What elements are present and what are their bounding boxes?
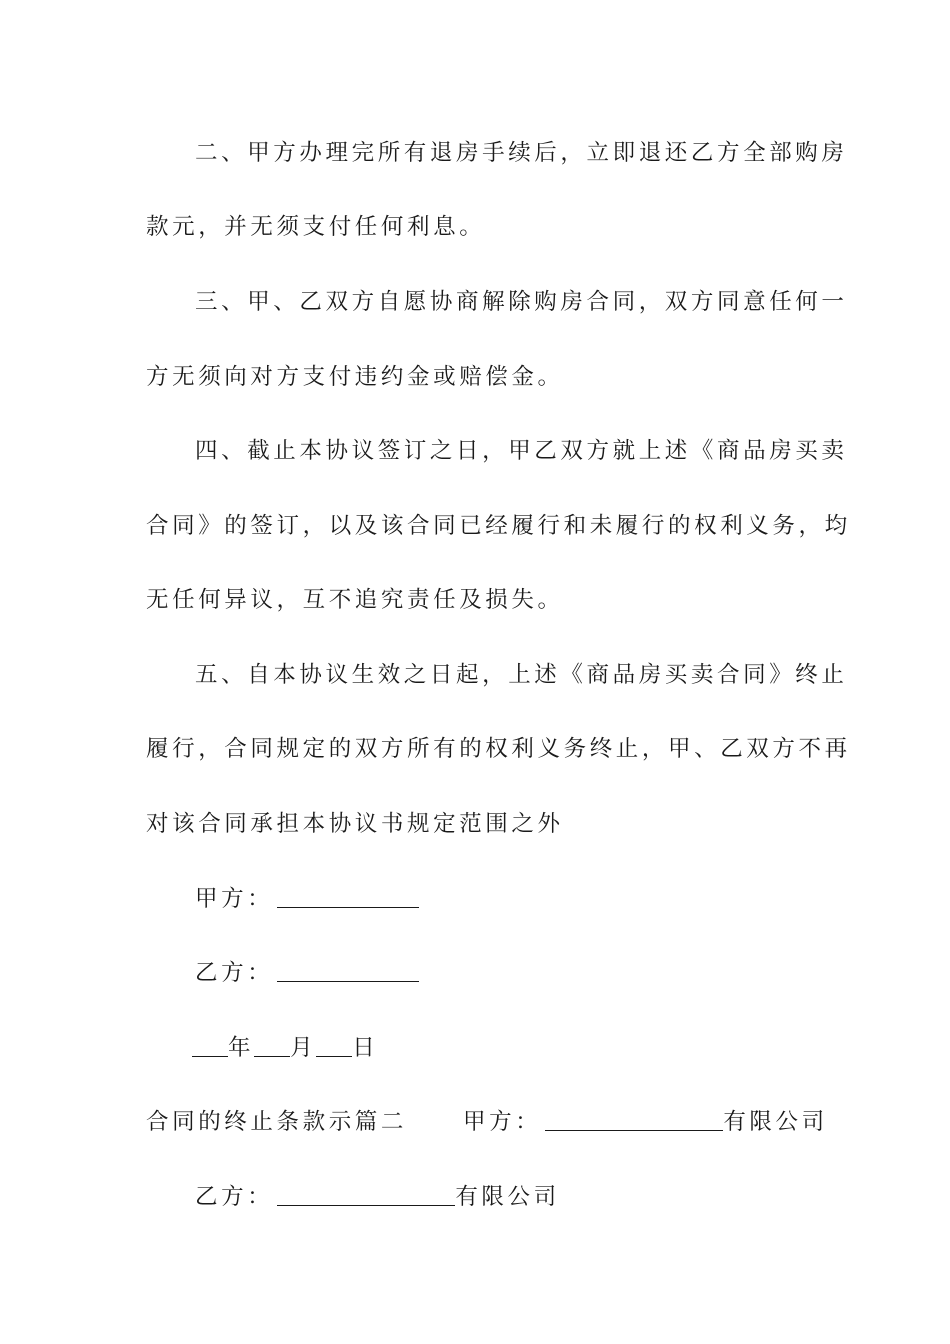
- clause-2-line-1: 二、甲方办理完所有退房手续后，立即退还乙方全部购房: [195, 140, 848, 166]
- party-a-signature-line: [195, 884, 419, 914]
- day-label: 日: [352, 1035, 379, 1061]
- month-blank[interactable]: [254, 1034, 290, 1057]
- section-2-party-b-blank[interactable]: [277, 1183, 455, 1206]
- clause-3-line-1: 三、甲、乙双方自愿协商解除购房合同，双方同意任何一: [195, 289, 848, 315]
- year-blank[interactable]: [192, 1034, 228, 1057]
- day-blank[interactable]: [316, 1034, 352, 1057]
- party-a-blank[interactable]: [277, 885, 419, 908]
- section-2-header-line: [146, 1107, 828, 1137]
- section-2-party-a-label: 甲方：: [463, 1109, 542, 1135]
- clause-5-line-3: 对该合同承担本协议书规定范围之外: [146, 811, 564, 837]
- year-label: 年: [228, 1035, 255, 1061]
- party-b-blank[interactable]: [277, 959, 419, 982]
- party-b-label: 乙方：: [195, 960, 274, 986]
- clause-3-line-2: 方无须向对方支付违约金或赔偿金。: [146, 364, 564, 390]
- clause-5-line-1: 五、自本协议生效之日起，上述《商品房买卖合同》终止: [195, 662, 848, 688]
- date-line: [192, 1033, 378, 1063]
- clause-2-line-2: 款元，并无须支付任何利息。: [146, 214, 486, 240]
- section-2-party-b-line: [195, 1182, 560, 1212]
- clause-5-line-2: 履行，合同规定的双方所有的权利义务终止，甲、乙双方不再: [146, 736, 851, 762]
- party-a-label: 甲方：: [195, 886, 274, 912]
- section-2-party-a-blank[interactable]: [545, 1108, 723, 1131]
- party-b-signature-line: [195, 958, 419, 988]
- month-label: 月: [290, 1035, 317, 1061]
- section-2-party-b-label: 乙方：: [195, 1184, 274, 1210]
- clause-4-line-2: 合同》的签订，以及该合同已经履行和未履行的权利义务，均: [146, 513, 851, 539]
- section-2-party-b-suffix: 有限公司: [455, 1184, 560, 1210]
- clause-4-line-3: 无任何异议，互不追究责任及损失。: [146, 587, 564, 613]
- section-2-title: 合同的终止条款示篇二: [146, 1109, 408, 1135]
- section-2-party-a-suffix: 有限公司: [723, 1109, 828, 1135]
- clause-4-line-1: 四、截止本协议签订之日，甲乙双方就上述《商品房买卖: [195, 438, 848, 464]
